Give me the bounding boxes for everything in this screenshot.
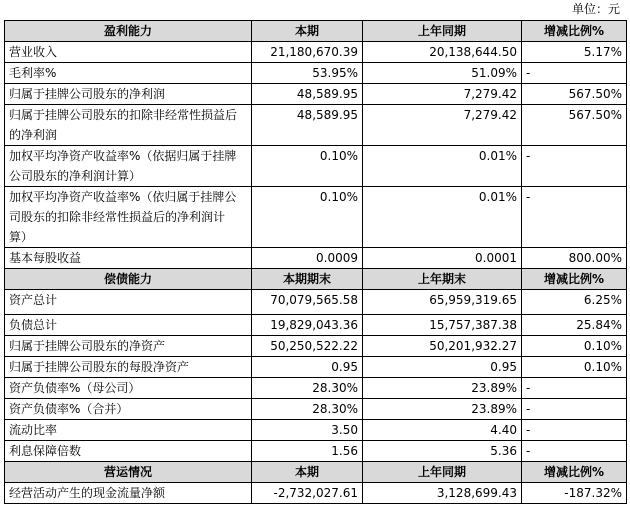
cell-current: 48,589.95 bbox=[252, 105, 363, 146]
cell-previous: 20,138,644.50 bbox=[363, 42, 522, 63]
cell-previous: 0.0001 bbox=[363, 248, 522, 269]
table-row bbox=[5, 105, 627, 146]
cell-indicator: 营业收入 bbox=[5, 42, 252, 63]
header-indicator: 盈利能力 bbox=[5, 21, 252, 42]
cell-indicator: 毛利率% bbox=[5, 63, 252, 84]
table-row bbox=[5, 336, 627, 357]
cell-current: 21,180,670.39 bbox=[252, 42, 363, 63]
cell-previous: 7,279.42 bbox=[363, 105, 522, 146]
cell-indicator: 加权平均净资产收益率%（依据归属于挂牌公司股东的净利润计算） bbox=[5, 146, 252, 187]
cell-current: 50,250,522.22 bbox=[252, 336, 363, 357]
cell-change: - bbox=[522, 146, 627, 187]
cell-indicator: 负债总计 bbox=[5, 315, 252, 336]
cell-indicator: 基本每股收益 bbox=[5, 248, 252, 269]
cell-current: 19,829,043.36 bbox=[252, 315, 363, 336]
table-row bbox=[5, 84, 627, 105]
cell-current: 0.10% bbox=[252, 187, 363, 248]
cell-change: 25.84% bbox=[522, 315, 627, 336]
cell-indicator: 归属于挂牌公司股东的净资产 bbox=[5, 336, 252, 357]
cell-previous: 0.01% bbox=[363, 146, 522, 187]
cell-change: 0.10% bbox=[522, 336, 627, 357]
cell-change: 6.25% bbox=[522, 290, 627, 315]
cell-change: - bbox=[522, 63, 627, 84]
cell-previous: 51.09% bbox=[363, 63, 522, 84]
financial-indicators-table bbox=[4, 20, 627, 504]
cell-current: 0.95 bbox=[252, 357, 363, 378]
table-row bbox=[5, 42, 627, 63]
header-change: 增减比例% bbox=[522, 21, 627, 42]
section-header bbox=[5, 269, 627, 290]
header-previous: 上年期末 bbox=[363, 269, 522, 290]
cell-current: 48,589.95 bbox=[252, 84, 363, 105]
cell-change: -187.32% bbox=[522, 483, 627, 504]
header-indicator: 营运情况 bbox=[5, 462, 252, 483]
cell-change: 0.10% bbox=[522, 357, 627, 378]
header-current: 本期 bbox=[252, 462, 363, 483]
section-header bbox=[5, 21, 627, 42]
cell-change: 567.50% bbox=[522, 105, 627, 146]
table-row bbox=[5, 399, 627, 420]
cell-indicator: 流动比率 bbox=[5, 420, 252, 441]
cell-previous: 0.95 bbox=[363, 357, 522, 378]
cell-indicator: 归属于挂牌公司股东的每股净资产 bbox=[5, 357, 252, 378]
cell-current: 28.30% bbox=[252, 399, 363, 420]
cell-previous: 0.01% bbox=[363, 187, 522, 248]
header-change: 增减比例% bbox=[522, 269, 627, 290]
cell-previous: 5.36 bbox=[363, 441, 522, 462]
cell-current: 53.95% bbox=[252, 63, 363, 84]
cell-change: - bbox=[522, 378, 627, 399]
cell-change: 567.50% bbox=[522, 84, 627, 105]
cell-current: 0.10% bbox=[252, 146, 363, 187]
cell-indicator: 利息保障倍数 bbox=[5, 441, 252, 462]
cell-previous: 23.89% bbox=[363, 378, 522, 399]
cell-change: 800.00% bbox=[522, 248, 627, 269]
cell-current: 0.0009 bbox=[252, 248, 363, 269]
table-row bbox=[5, 357, 627, 378]
cell-change: 5.17% bbox=[522, 42, 627, 63]
table-row bbox=[5, 441, 627, 462]
cell-previous: 3,128,699.43 bbox=[363, 483, 522, 504]
header-previous: 上年同期 bbox=[363, 462, 522, 483]
section-header bbox=[5, 462, 627, 483]
cell-current: -2,732,027.61 bbox=[252, 483, 363, 504]
table-row bbox=[5, 63, 627, 84]
table-row bbox=[5, 378, 627, 399]
table-row bbox=[5, 420, 627, 441]
cell-change: - bbox=[522, 399, 627, 420]
cell-indicator: 归属于挂牌公司股东的净利润 bbox=[5, 84, 252, 105]
header-indicator: 偿债能力 bbox=[5, 269, 252, 290]
table-row bbox=[5, 187, 627, 248]
cell-previous: 15,757,387.38 bbox=[363, 315, 522, 336]
cell-previous: 7,279.42 bbox=[363, 84, 522, 105]
cell-indicator: 资产负债率%（母公司） bbox=[5, 378, 252, 399]
header-previous: 上年同期 bbox=[363, 21, 522, 42]
cell-current: 28.30% bbox=[252, 378, 363, 399]
cell-previous: 23.89% bbox=[363, 399, 522, 420]
cell-indicator: 加权平均净资产收益率%（依归属于挂牌公司股东的扣除非经常性损益后的净利润计算） bbox=[5, 187, 252, 248]
cell-indicator: 资产总计 bbox=[5, 290, 252, 315]
header-current: 本期 bbox=[252, 21, 363, 42]
cell-change: - bbox=[522, 187, 627, 248]
cell-previous: 50,201,932.27 bbox=[363, 336, 522, 357]
table-row bbox=[5, 146, 627, 187]
cell-current: 70,079,565.58 bbox=[252, 290, 363, 315]
cell-indicator: 资产负债率%（合并） bbox=[5, 399, 252, 420]
table-row bbox=[5, 290, 627, 315]
table-row bbox=[5, 315, 627, 336]
table-row bbox=[5, 248, 627, 269]
cell-current: 1.56 bbox=[252, 441, 363, 462]
cell-change: - bbox=[522, 441, 627, 462]
cell-previous: 4.40 bbox=[363, 420, 522, 441]
cell-previous: 65,959,319.65 bbox=[363, 290, 522, 315]
header-change: 增减比例% bbox=[522, 462, 627, 483]
header-current: 本期期末 bbox=[252, 269, 363, 290]
cell-current: 3.50 bbox=[252, 420, 363, 441]
cell-change: - bbox=[522, 420, 627, 441]
cell-indicator: 归属于挂牌公司股东的扣除非经常性损益后的净利润 bbox=[5, 105, 252, 146]
table-row bbox=[5, 483, 627, 504]
unit-label: 单位：元 bbox=[571, 2, 620, 16]
cell-indicator: 经营活动产生的现金流量净额 bbox=[5, 483, 252, 504]
